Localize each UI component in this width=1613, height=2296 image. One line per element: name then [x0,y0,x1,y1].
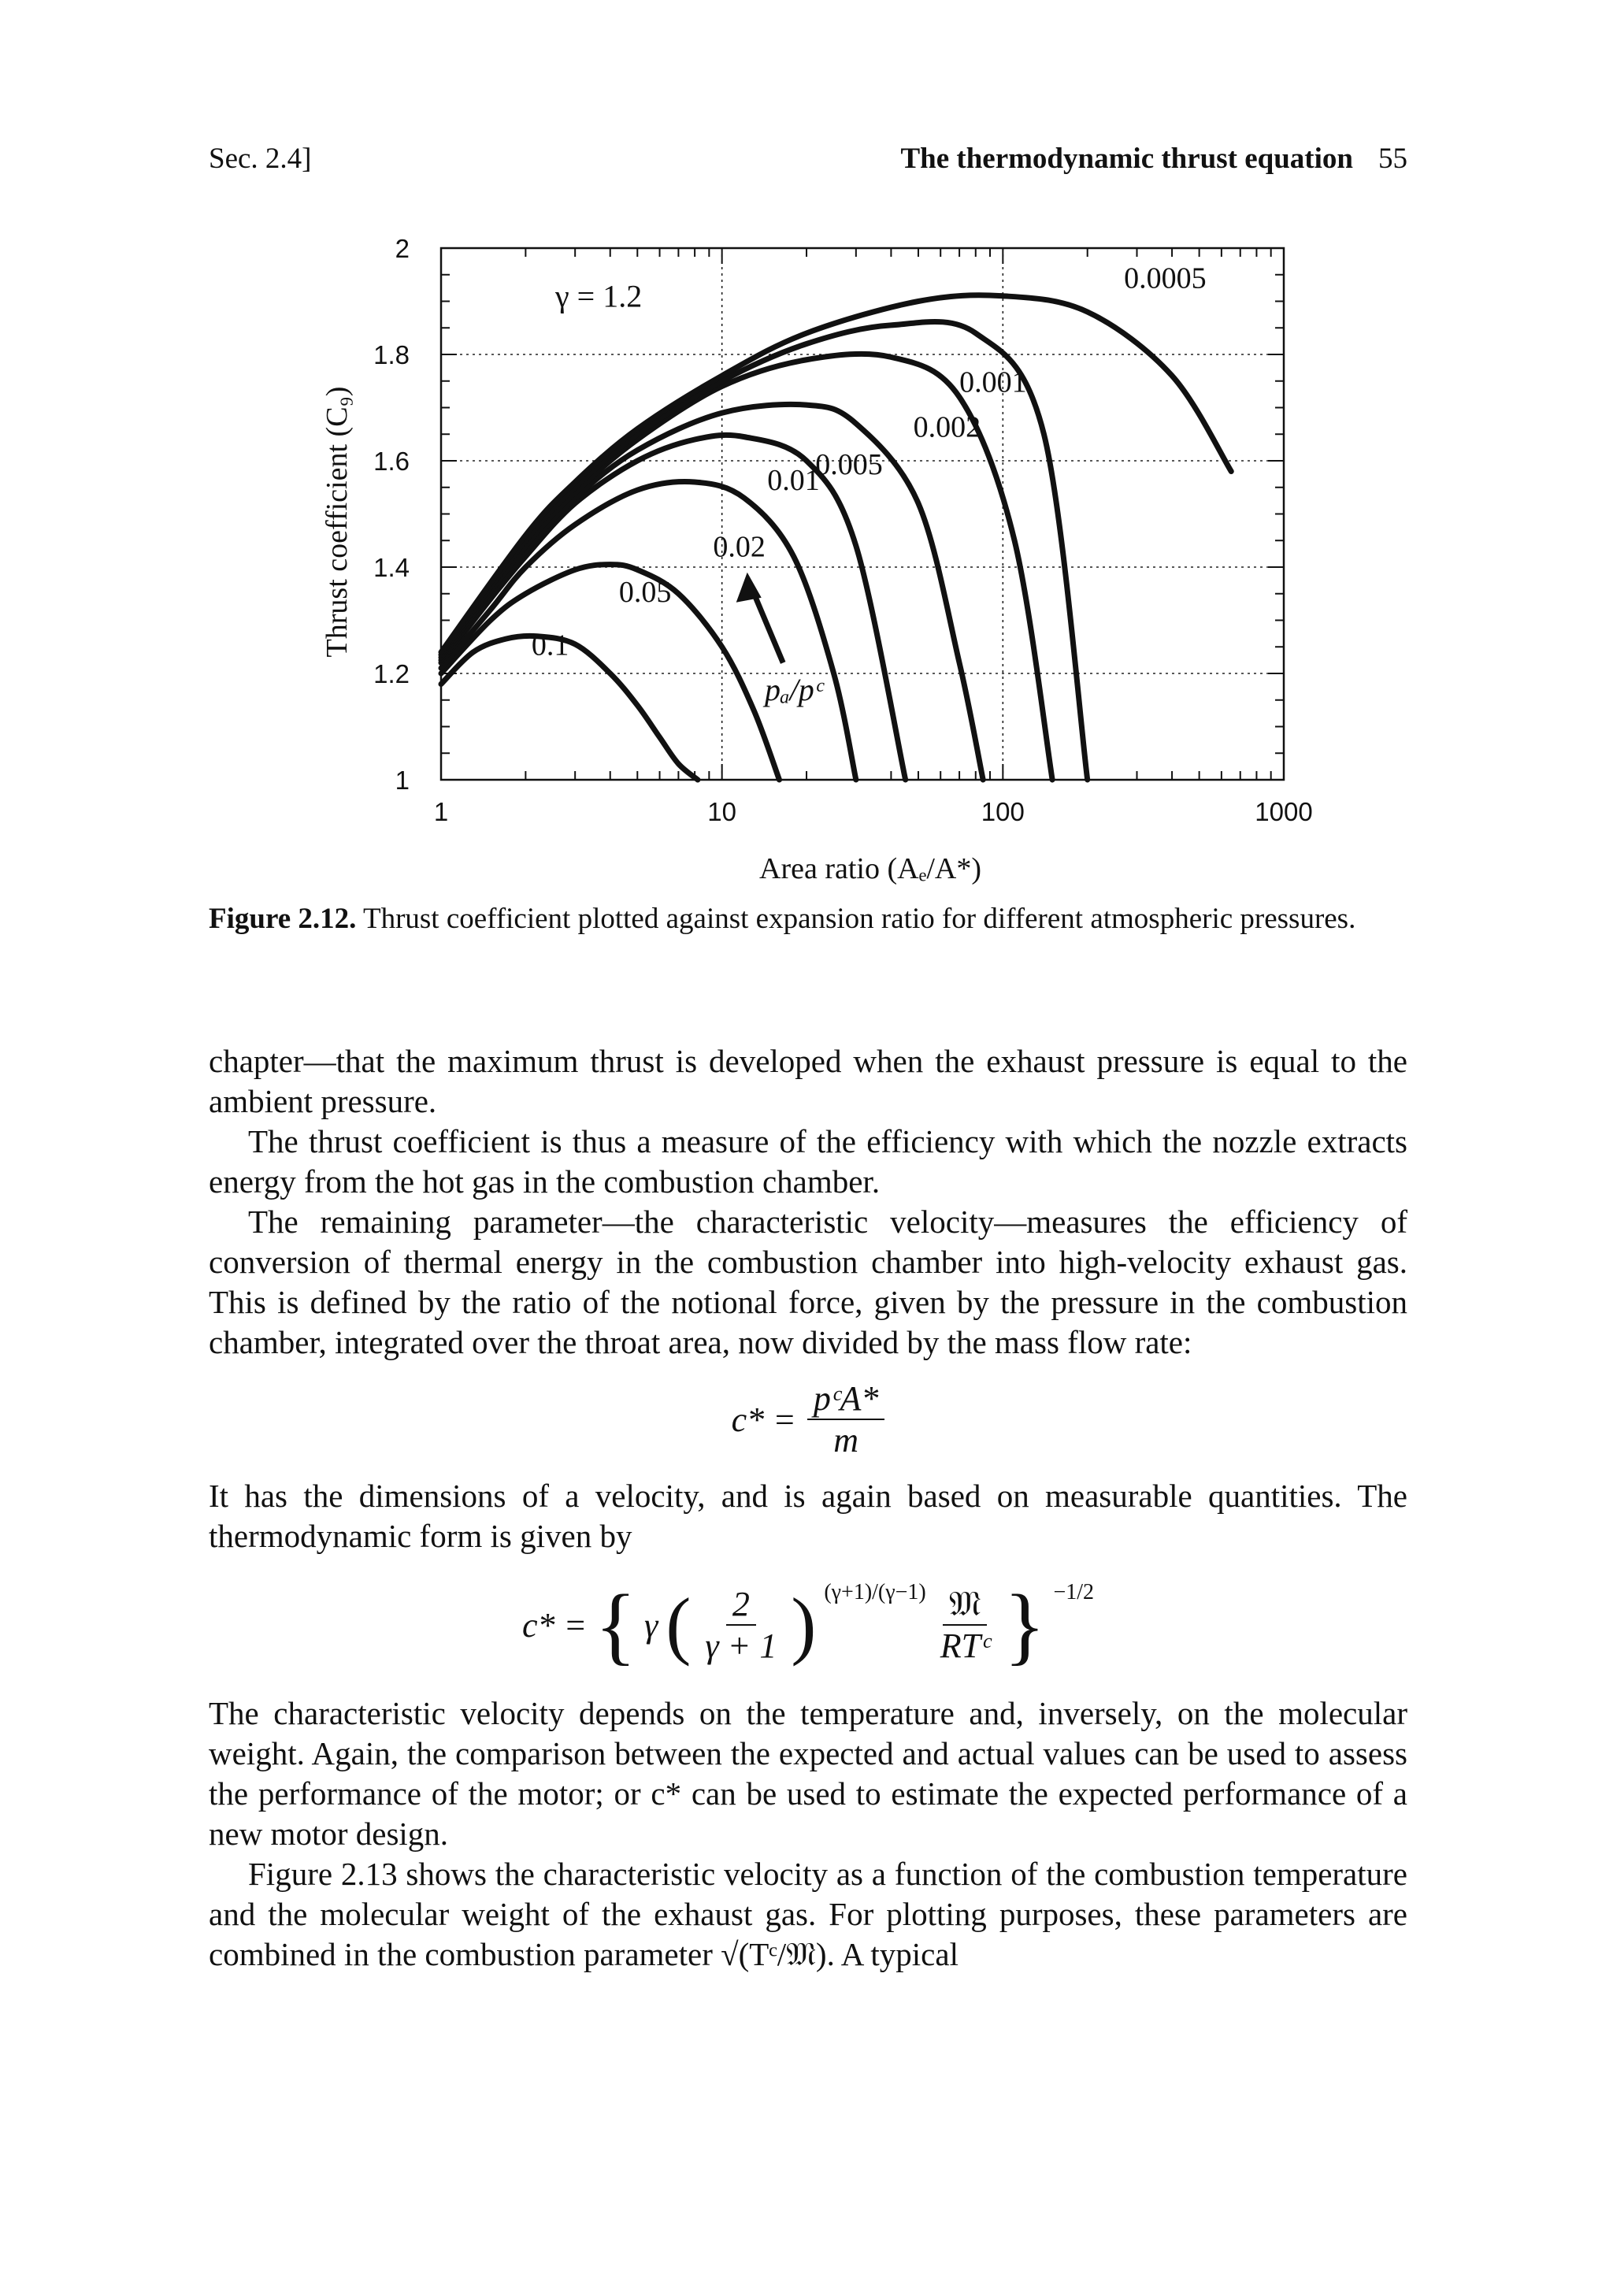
curve-label-0.02: 0.02 [713,530,766,564]
curve-label-0.0005: 0.0005 [1124,261,1207,295]
header-title: The thermodynamic thrust equation [900,143,1353,175]
eq1-fraction [807,1378,884,1460]
eq2-outer-exponent: −1/2 [1053,1579,1095,1604]
eq2-open-paren: ( [666,1582,692,1667]
paragraph-5: The characteristic velocity depends on the temperature and, inversely, on the molecular weight. Again, the comparison between the expected and actual values can be used to assess the performance of the motor; or c* can be used to estimate the expected performance of a new motor design. [209,1695,1407,1852]
body-text [209,1041,1407,1975]
figure-label: Figure 2.12. [209,903,357,935]
paragraph-1: chapter—that the maximum thrust is developed when the exhaust pressure is equal to the ambient pressure. [209,1043,1407,1119]
x-axis-title: Area ratio (Aₑ/A*) [759,852,981,885]
y-tick-label: 2 [395,234,410,263]
x-tick-label: 1 [433,797,449,826]
pressure-arrow-label: pₐ/pᶜ [764,671,823,707]
eq1-lhs: c* = [731,1400,796,1439]
thrust-coefficient-chart [299,221,1323,898]
eq2-lhs: c* = [521,1605,588,1645]
eq2-close-paren: ) [791,1582,817,1667]
gamma-annotation: γ = 1.2 [554,278,643,314]
y-axis-title: Thrust coefficient (C₉) [321,386,354,658]
section-label: Sec. 2.4] [209,143,312,175]
paragraph-4: It has the dimensions of a velocity, and is again based on measurable quantities. The thermodynamic form is given by [209,1478,1407,1554]
y-tick-label: 1.8 [373,340,410,369]
eq2-numerator: 2 [726,1584,756,1626]
y-tick-label: 1.2 [373,659,410,688]
y-tick-label: 1.6 [373,447,410,476]
eq1-numerator: pᶜA* [807,1378,884,1420]
equation-characteristic-velocity [209,1372,1407,1467]
curve-label-0.05: 0.05 [618,575,672,609]
equation-thermodynamic-form [209,1566,1407,1684]
page-number: 55 [1378,143,1407,175]
curve-label-0.002: 0.002 [913,410,981,444]
curve-label-0.001: 0.001 [959,365,1027,399]
pressure-arrow-head [736,573,762,603]
x-tick-label: 1000 [1255,797,1313,826]
paragraph-2: The thrust coefficient is thus a measure of the efficiency with which the nozzle extracts energy from the hot gas in the combustion chamber. [209,1123,1407,1200]
eq2-denominator: γ + 1 [705,1626,777,1665]
figure-caption-text: Thrust coefficient plotted against expansion ratio for different atmospheric pressures. [362,903,1356,935]
eq1-denominator: m [833,1421,858,1460]
eq2-close-brace: } [1003,1577,1046,1673]
header-right [900,142,1407,176]
eq2-molar-fraction [934,1584,996,1666]
y-tick-label: 1 [395,766,410,795]
curve-label-0.005: 0.005 [815,447,883,481]
curve-0.1 [441,636,698,780]
eq2-molar-numerator: 𝔐 [943,1584,987,1626]
curve-label-0.1: 0.1 [531,629,569,662]
curve-0.02 [441,482,856,780]
paragraph-6: Figure 2.13 shows the characteristic velocity as a function of the combustion temperature and the molecular weight of the exhaust gas. For plotting purposes, these parameters are combined in the combustion parameter √(Tᶜ/𝔐). A typical [209,1856,1407,1972]
curve-0.01 [441,435,906,780]
curve-label-0.01: 0.01 [767,464,820,498]
eq2-exponent: (γ+1)/(γ−1) [824,1579,926,1604]
eq2-open-brace: { [595,1577,637,1673]
paragraph-3: The remaining parameter—the characteristic velocity—measures the efficiency of conversion of thermal energy in the combustion chamber into high-velocity exhaust gas. This is defined by the ratio of the notional force, given by the pressure in the combustion chamber, integrated over the throat area, now divided by the mass flow rate: [209,1204,1407,1360]
x-tick-label: 100 [981,797,1025,826]
running-head [209,142,1407,181]
eq2-gamma: γ [644,1605,658,1645]
y-tick-label: 1.4 [373,553,410,582]
figure-caption [209,899,1407,939]
eq2-inner-fraction [699,1584,783,1666]
x-tick-label: 10 [707,797,737,826]
eq2-molar-denominator: RTᶜ [940,1626,990,1665]
